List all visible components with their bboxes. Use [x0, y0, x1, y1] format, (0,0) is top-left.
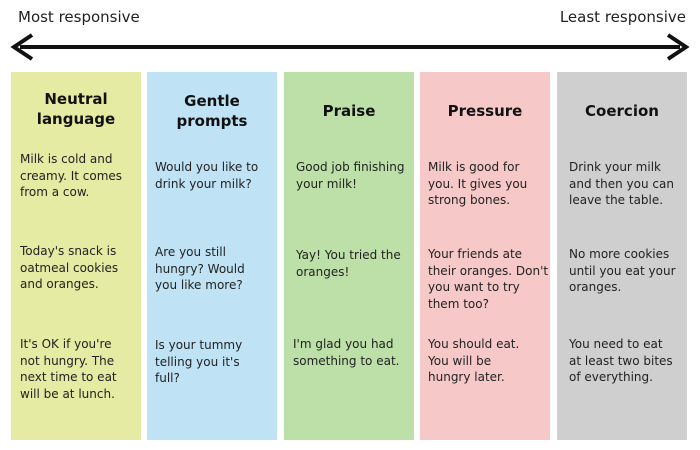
example-statement: Good job finishing your milk!: [296, 160, 405, 191]
example-statement: It's OK if you're not hungry. The next time to eat will be at lunch.: [20, 337, 117, 401]
column-coercion: [557, 72, 687, 440]
columns-container: [0, 72, 700, 442]
example-statement: You should eat. You will be hungry later.: [428, 337, 520, 384]
least-responsive-label: Least responsive: [559, 8, 686, 26]
double-headed-arrow-icon: [0, 32, 700, 62]
column-title: Pressure: [447, 102, 523, 120]
example-statement: Your friends ate their oranges. Don't you want to try them too?: [428, 247, 549, 311]
column-gentle-prompts: [147, 72, 277, 440]
example-statement: Yay! You tried the oranges!: [296, 248, 401, 279]
example-statement: Today's snack is oatmeal cookies and oranges.: [20, 244, 119, 291]
column-pressure: [420, 72, 550, 440]
example-statement: No more cookies until you eat your oranges.: [569, 247, 676, 294]
column-title: Gentle prompts: [176, 92, 248, 130]
example-statement: Milk is cold and creamy. It comes from a cow.: [20, 152, 123, 199]
example-statement: You need to eat at least two bites of everything.: [569, 337, 673, 384]
column-title: Neutral language: [36, 90, 116, 128]
example-statement: Is your tummy telling you it's full?: [155, 338, 243, 385]
example-statement: Are you still hungry? Would you like more?: [155, 245, 245, 292]
most-responsive-label: Most responsive: [18, 8, 140, 26]
column-title: Praise: [322, 102, 376, 120]
example-statement: I'm glad you had something to eat.: [293, 337, 400, 368]
example-statement: Drink your milk and then you can leave the table.: [569, 160, 674, 207]
example-statement: Would you like to drink your milk?: [155, 160, 259, 191]
column-praise: [284, 72, 414, 440]
column-neutral-language: [11, 72, 141, 440]
column-title: Coercion: [585, 102, 659, 120]
example-statement: Milk is good for you. It gives you strong bones.: [428, 160, 528, 207]
